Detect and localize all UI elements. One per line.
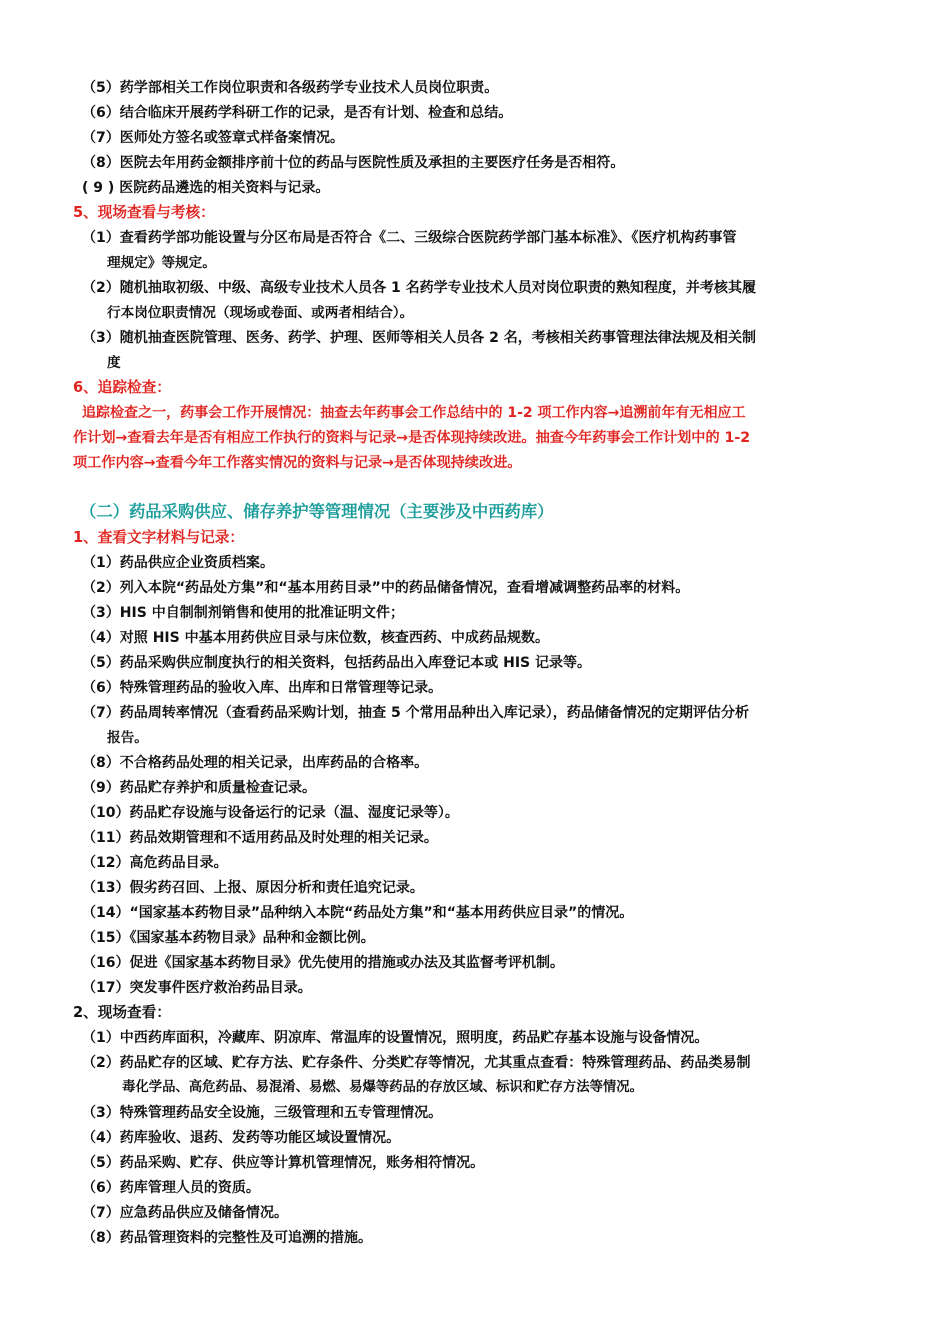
list-item: （4）药库验收、退药、发药等功能区域设置情况。 bbox=[82, 1130, 401, 1146]
list-item: （3）HIS 中自制制剂销售和使用的批准证明文件； bbox=[82, 605, 404, 621]
list-item: （2）列入本院“药品处方集”和“基本用药目录”中的药品储备情况，查看增减调整药品率的材料。 bbox=[82, 580, 690, 596]
list-item: （15）《国家基本药物目录》品种和金额比例。 bbox=[82, 930, 375, 946]
list-item: （9）药品贮存养护和质量检查记录。 bbox=[82, 780, 317, 796]
list-item-continuation: 行本岗位职责情况（现场或卷面、或两者相结合）。 bbox=[107, 305, 414, 321]
list-item: （12）高危药品目录。 bbox=[82, 855, 228, 871]
heading-b2: 2、现场查看： bbox=[73, 1004, 171, 1021]
list-item: （13）假劣药召回、上报、原因分析和责任追究记录。 bbox=[82, 880, 424, 896]
list-item: ( 9 ) 医院药品遴选的相关资料与记录。 bbox=[82, 180, 330, 196]
list-item-continuation: 度 bbox=[107, 355, 121, 371]
list-item: （14）“国家基本药物目录”品种纳入本院“药品处方集”和“基本用药供应目录”的情况。 bbox=[82, 905, 634, 921]
list-item: （8）医院去年用药金额排序前十位的药品与医院性质及承担的主要医疗任务是否相符。 bbox=[82, 155, 625, 171]
list-item: （4）对照 HIS 中基本用药供应目录与床位数，核查西药、中成药品规数。 bbox=[82, 630, 550, 646]
heading-6: 6、追踪检查： bbox=[73, 379, 171, 396]
list-item: （6）药库管理人员的资质。 bbox=[82, 1180, 260, 1196]
list-item-continuation: 报告。 bbox=[107, 730, 148, 746]
list-item: （7）医师处方签名或签章式样备案情况。 bbox=[82, 130, 345, 146]
section-title: （二）药品采购供应、储存养护等管理情况（主要涉及中西药库） bbox=[80, 502, 554, 521]
list-item: （10）药品贮存设施与设备运行的记录（温、湿度记录等）。 bbox=[82, 805, 459, 821]
tracking-paragraph-line: 追踪检查之一，药事会工作开展情况：抽查去年药事会工作总结中的 1-2 项工作内容→追溯前年有无相应工 bbox=[82, 405, 746, 421]
list-item: （2）药品贮存的区域、贮存方法、贮存条件、分类贮存等情况，尤其重点查看：特殊管理药品、药品类易制 bbox=[82, 1055, 751, 1071]
list-item: （11）药品效期管理和不适用药品及时处理的相关记录。 bbox=[82, 830, 438, 846]
list-item-continuation: 毒化学品、高危药品、易混淆、易燃、易爆等药品的存放区域、标识和贮存方法等情况。 bbox=[122, 1080, 644, 1095]
list-item: （7）应急药品供应及储备情况。 bbox=[82, 1205, 288, 1221]
heading-5: 5、现场查看与考核： bbox=[73, 204, 215, 221]
list-item: （1）查看药学部功能设置与分区布局是否符合《二、三级综合医院药学部门基本标准》、《医疗机构药事管 bbox=[82, 230, 737, 246]
list-item: （6）结合临床开展药学科研工作的记录，是否有计划、检查和总结。 bbox=[82, 105, 513, 121]
list-item: （1）药品供应企业资质档案。 bbox=[82, 555, 274, 571]
list-item-continuation: 理规定》等规定。 bbox=[107, 255, 216, 271]
tracking-paragraph-line: 项工作内容→查看今年工作落实情况的资料与记录→是否体现持续改进。 bbox=[73, 455, 522, 471]
list-item: （8）不合格药品处理的相关记录，出库药品的合格率。 bbox=[82, 755, 429, 771]
list-item: （5）药学部相关工作岗位职责和各级药学专业技术人员岗位职责。 bbox=[82, 80, 499, 96]
list-item: （5）药品采购供应制度执行的相关资料，包括药品出入库登记本或 HIS 记录等。 bbox=[82, 655, 592, 671]
tracking-paragraph-line: 作计划→查看去年是否有相应工作执行的资料与记录→是否体现持续改进。抽查今年药事会工作计划中的 1-2 bbox=[73, 430, 751, 446]
list-item: （8）药品管理资料的完整性及可追溯的措施。 bbox=[82, 1230, 373, 1246]
list-item: （1）中西药库面积，冷藏库、阴凉库、常温库的设置情况，照明度，药品贮存基本设施与设备情况。 bbox=[82, 1030, 709, 1046]
list-item: （2）随机抽取初级、中级、高级专业技术人员各 1 名药学专业技术人员对岗位职责的熟知程度，并考核其履 bbox=[82, 280, 756, 296]
list-item: （5）药品采购、贮存、供应等计算机管理情况，账务相符情况。 bbox=[82, 1155, 485, 1171]
list-item: （17）突发事件医疗救治药品目录。 bbox=[82, 980, 312, 996]
list-item: （3）随机抽查医院管理、医务、药学、护理、医师等相关人员各 2 名，考核相关药事管理法律法规及相关制 bbox=[82, 330, 756, 346]
list-item: （16）促进《国家基本药物目录》优先使用的措施或办法及其监督考评机制。 bbox=[82, 955, 565, 971]
list-item: （7）药品周转率情况（查看药品采购计划，抽查 5 个常用品种出入库记录），药品储备情况的定期评估分析 bbox=[82, 705, 749, 721]
heading-b1: 1、查看文字材料与记录： bbox=[73, 529, 245, 546]
list-item: （6）特殊管理药品的验收入库、出库和日常管理等记录。 bbox=[82, 680, 443, 696]
list-item: （3）特殊管理药品安全设施，三级管理和五专管理情况。 bbox=[82, 1105, 443, 1121]
